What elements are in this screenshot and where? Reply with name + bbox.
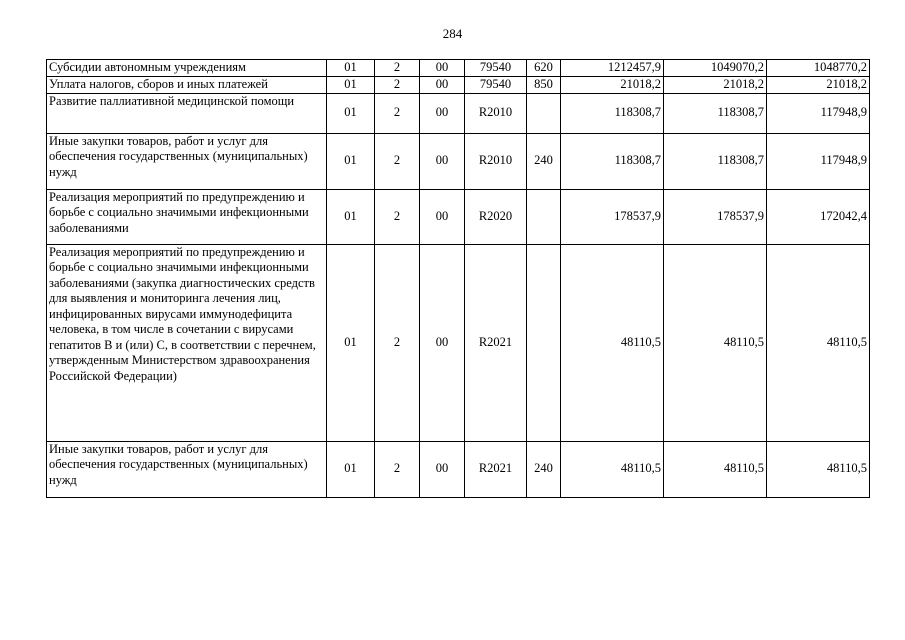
- value-cell: 21018,2: [664, 76, 767, 93]
- value-cell: 1212457,9: [561, 60, 664, 77]
- code-cell: [527, 189, 561, 244]
- code-cell: R2010: [465, 133, 527, 189]
- value-cell: 48110,5: [767, 244, 870, 441]
- value-cell: 172042,4: [767, 189, 870, 244]
- row-name: Иные закупки товаров, работ и услуг для обеспечения государственных (муниципальных) нужд: [47, 441, 327, 497]
- code-cell: 00: [420, 133, 465, 189]
- code-cell: 2: [375, 133, 420, 189]
- table-row: [47, 441, 870, 497]
- value-cell: 118308,7: [664, 133, 767, 189]
- value-cell: 118308,7: [664, 93, 767, 133]
- value-cell: 118308,7: [561, 93, 664, 133]
- code-cell: 01: [327, 133, 375, 189]
- code-cell: 240: [527, 441, 561, 497]
- row-name: Реализация мероприятий по предупреждению и борьбе с социально значимыми инфекционными заболеваниями: [47, 189, 327, 244]
- code-cell: 01: [327, 244, 375, 441]
- value-cell: 117948,9: [767, 93, 870, 133]
- code-cell: [527, 93, 561, 133]
- row-name: Иные закупки товаров, работ и услуг для обеспечения государственных (муниципальных) нужд: [47, 133, 327, 189]
- code-cell: 00: [420, 60, 465, 77]
- code-cell: 240: [527, 133, 561, 189]
- value-cell: 48110,5: [767, 441, 870, 497]
- table-row: [47, 76, 870, 93]
- value-cell: 48110,5: [561, 244, 664, 441]
- code-cell: 01: [327, 76, 375, 93]
- code-cell: R2010: [465, 93, 527, 133]
- value-cell: 1048770,2: [767, 60, 870, 77]
- code-cell: 850: [527, 76, 561, 93]
- code-cell: 01: [327, 93, 375, 133]
- code-cell: 01: [327, 189, 375, 244]
- code-cell: R2020: [465, 189, 527, 244]
- code-cell: 2: [375, 244, 420, 441]
- row-name: Развитие паллиативной медицинской помощи: [47, 93, 327, 133]
- code-cell: 00: [420, 93, 465, 133]
- value-cell: 118308,7: [561, 133, 664, 189]
- code-cell: 00: [420, 244, 465, 441]
- code-cell: 00: [420, 189, 465, 244]
- row-name: Уплата налогов, сборов и иных платежей: [47, 76, 327, 93]
- value-cell: 21018,2: [767, 76, 870, 93]
- value-cell: 1049070,2: [664, 60, 767, 77]
- value-cell: 178537,9: [561, 189, 664, 244]
- table-row: [47, 189, 870, 244]
- row-name: Реализация мероприятий по предупреждению и борьбе с социально значимыми инфекционными заболеваниями (закупка диагностических средств для выявления и мониторинга лечения лиц, инфицированных вирусами иммунодефицита человека, в том числе в сочетании с вирусами гепатитов B и (или) C, в соответствии с перечнем, утвержденным Министерством здравоохранения Российской Федерации): [47, 244, 327, 441]
- value-cell: 48110,5: [664, 244, 767, 441]
- code-cell: 2: [375, 60, 420, 77]
- row-name: Субсидии автономным учреждениям: [47, 60, 327, 77]
- code-cell: 00: [420, 441, 465, 497]
- code-cell: 2: [375, 76, 420, 93]
- table-row: [47, 244, 870, 441]
- code-cell: 01: [327, 441, 375, 497]
- value-cell: 48110,5: [561, 441, 664, 497]
- code-cell: 01: [327, 60, 375, 77]
- code-cell: R2021: [465, 441, 527, 497]
- code-cell: 2: [375, 441, 420, 497]
- code-cell: [527, 244, 561, 441]
- value-cell: 48110,5: [664, 441, 767, 497]
- code-cell: 2: [375, 93, 420, 133]
- value-cell: 117948,9: [767, 133, 870, 189]
- table-row: [47, 133, 870, 189]
- code-cell: 79540: [465, 60, 527, 77]
- code-cell: 620: [527, 60, 561, 77]
- budget-table: [46, 59, 870, 498]
- value-cell: 21018,2: [561, 76, 664, 93]
- code-cell: R2021: [465, 244, 527, 441]
- value-cell: 178537,9: [664, 189, 767, 244]
- code-cell: 00: [420, 76, 465, 93]
- table-row: [47, 93, 870, 133]
- code-cell: 2: [375, 189, 420, 244]
- page-number: 284: [442, 26, 463, 41]
- code-cell: 79540: [465, 76, 527, 93]
- table-row: [47, 60, 870, 77]
